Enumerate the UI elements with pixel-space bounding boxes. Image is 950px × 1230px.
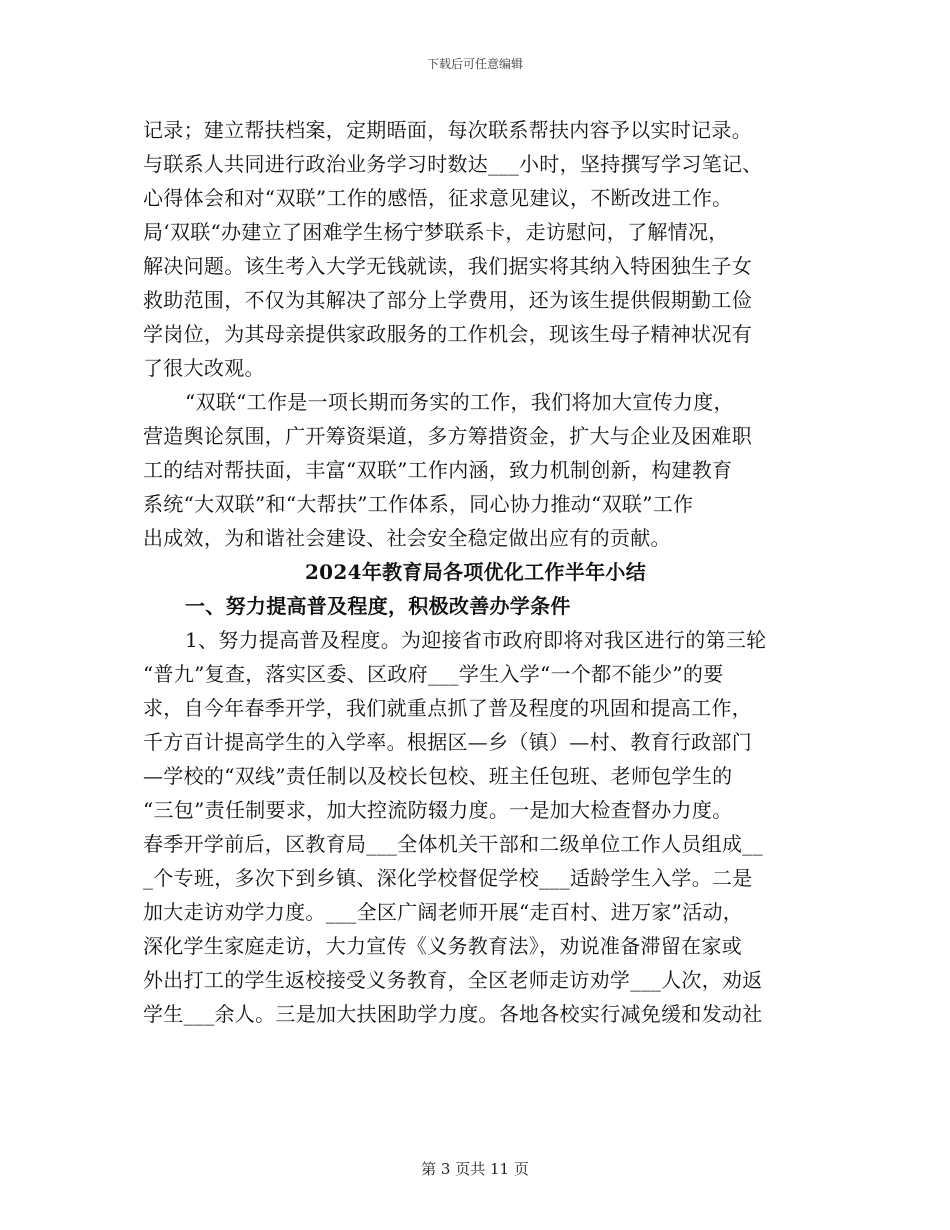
text-line: 外出打工的学生返校接受义务教育，全区老师走访劝学___人次，劝返 xyxy=(143,968,763,992)
page-header: 下载后可任意编辑 xyxy=(426,57,523,71)
section-heading: 一、努力提高普及程度，积极改善办学条件 xyxy=(185,594,571,618)
text-line: 记录；建立帮扶档案，定期晤面，每次联系帮扶内容予以实时记录。 xyxy=(143,118,752,142)
text-line: 系统“大双联”和“大帮扶”工作体系，同心协力推动“双联”工作 xyxy=(143,492,694,516)
text-line: 了很大改观。 xyxy=(143,356,265,380)
text-line: 加大走访劝学力度。___全区广阔老师开展“走百村、进万家”活动， xyxy=(143,900,744,924)
section-title: 2024年教育局各项优化工作半年小结 xyxy=(304,560,647,584)
text-line: 与联系人共同进行政治业务学习时数达___小时，坚持撰写学习笔记、 xyxy=(143,152,763,176)
text-line: “双联“工作是一项长期而务实的工作，我们将加大宣传力度， xyxy=(185,390,734,414)
text-line: 营造舆论氛围，广开筹资渠道，多方筹措资金，扩大与企业及困难职 xyxy=(143,424,752,448)
text-line: 春季开学前后，区教育局___全体机关干部和二级单位工作人员组成__ xyxy=(143,832,763,856)
text-line: “普九”复查，落实区委、区政府___学生入学“一个都不能少”的要 xyxy=(143,662,724,686)
text-line: 救助范围，不仅为其解决了部分上学费用，还为该生提供假期勤工俭 xyxy=(143,288,752,312)
text-line: _个专班，多次下到乡镇、深化学校督促学校___适龄学生入学。二是 xyxy=(143,866,753,890)
text-line: —学校的“双线”责任制以及校长包校、班主任包班、老师包学生的 xyxy=(143,764,733,788)
text-line: 心得体会和对“双联”工作的感悟，征求意见建议，不断改进工作。 xyxy=(143,186,733,210)
text-line: 工的结对帮扶面，丰富“双联”工作内涵，致力机制创新，构建教育 xyxy=(143,458,733,482)
text-line: “三包”责任制要求，加大控流防辍力度。一是加大检查督办力度。 xyxy=(143,798,733,822)
text-line: 深化学生家庭走访，大力宣传《义务教育法》，劝说准备滞留在家或 xyxy=(143,934,742,958)
text-line: 1、努力提高普及程度。为迎接省市政府即将对我区进行的第三轮 xyxy=(185,628,767,652)
text-line: 学岗位，为其母亲提供家政服务的工作机会，现该生母子精神状况有 xyxy=(143,322,752,346)
document-body xyxy=(143,113,808,1031)
text-line: 出成效，为和谐社会建设、社会安全稳定做出应有的贡献。 xyxy=(143,526,671,550)
text-line: 学生___余人。三是加大扶困助学力度。各地各校实行减免缓和发动社 xyxy=(143,1002,763,1026)
page-footer: 第 3 页共 11 页 xyxy=(421,1160,529,1178)
text-line: 解决问题。该生考入大学无钱就读，我们据实将其纳入特困独生子女 xyxy=(143,254,752,278)
text-line: 局‘双联“办建立了困难学生杨宁梦联系卡，走访慰问，了解情况， xyxy=(143,220,729,244)
text-line: 求，自今年春季开学，我们就重点抓了普及程度的巩固和提高工作， xyxy=(143,696,752,720)
text-line: 千方百计提高学生的入学率。根据区—乡（镇）—村、教育行政部门 xyxy=(143,730,752,754)
